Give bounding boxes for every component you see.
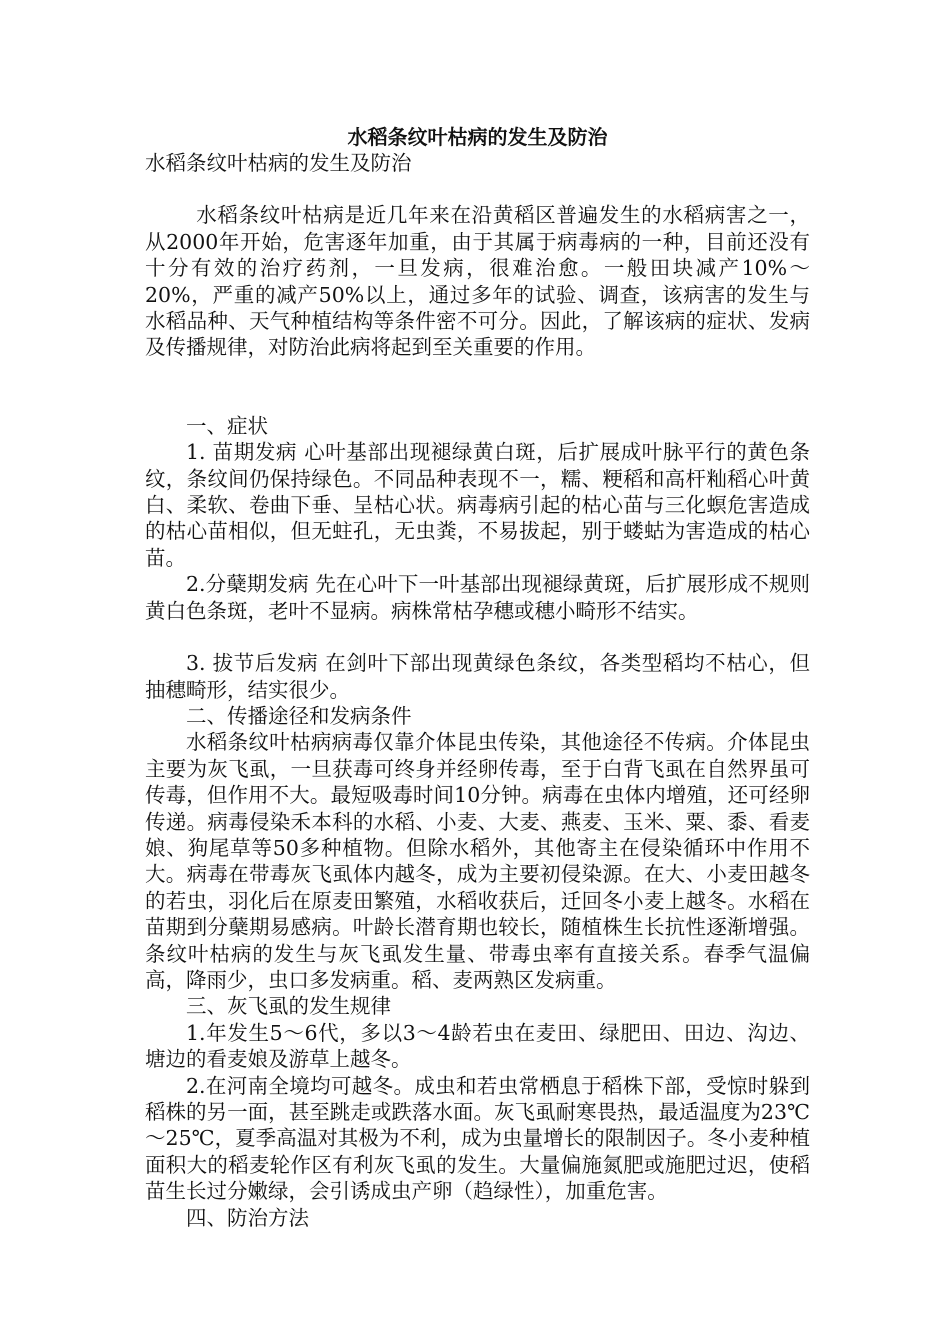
spacer <box>145 361 810 413</box>
transmission-paragraph: 水稻条纹叶枯病病毒仅靠介体昆虫传染，其他途径不传病。介体昆虫主要为灰飞虱，一旦获毒可终身并经卵传毒，至于白背飞虱在自然界虽可传毒，但作用不大。最短吸毒时间10分钟。病毒在虫体内增殖，还可经卵传递。病毒侵染禾本科的水稻、小麦、大麦、燕麦、玉米、粟、黍、看麦娘、狗尾草等50多种植物。但除水稻外，其他寄主在侵染循环中作用不大。病毒在带毒灰飞虱体内越冬，成为主要初侵染源。在大、小麦田越冬的若虫，羽化后在原麦田繁殖，水稻收获后，迁回冬小麦上越冬。水稻在苗期到分蘖期易感病。叶龄长潜育期也较长，随植株生长抗性逐渐增强。条纹叶枯病的发生与灰飞虱发生量、带毒虫率有直接关系。春季气温偏高，降雨少，虫口多发病重。稻、麦两熟区发病重。 <box>145 730 810 992</box>
section-heading-planthopper: 三、灰飞虱的发生规律 <box>186 994 391 1019</box>
section-heading-control: 四、防治方法 <box>186 1205 309 1230</box>
section-heading-transmission: 二、传播途径和发病条件 <box>186 703 412 728</box>
symptoms-tillering-paragraph: 2.分蘖期发病 先在心叶下一叶基部出现褪绿黄斑，后扩展形成不规则黄白色条斑，老叶不显病。病株常枯孕穗或穗小畸形不结实。 <box>145 572 810 623</box>
document-subtitle: 水稻条纹叶枯病的发生及防治 <box>145 151 412 175</box>
planthopper-overwintering-paragraph: 2.在河南全境均可越冬。成虫和若虫常栖息于稻株下部，受惊时躲到稻株的另一面，甚至跳走或跌落水面。灰飞虱耐寒畏热，最适温度为23℃～25℃，夏季高温对其极为不利，成为虫量增长的限制因子。冬小麦种植面积大的稻麦轮作区有利灰飞虱的发生。大量偏施氮肥或施肥过迟，使稻苗生长过分嫩绿，会引诱成虫产卵（趋绿性），加重危害。 <box>145 1073 810 1204</box>
document-title: 水稻条纹叶枯病的发生及防治 <box>347 125 608 149</box>
intro-paragraph: 水稻条纹叶枯病是近几年来在沿黄稻区普遍发生的水稻病害之一，从2000年开始，危害逐年加重，由于其属于病毒病的一种，目前还没有十分有效的治疗药剂，一旦发病，很难治愈。一般田块减产10%～20%，严重的减产50%以上，通过多年的试验、调查，该病害的发生与水稻品种、天气种植结构等条件密不可分。因此，了解该病的症状、发病及传播规律，对防治此病将起到至关重要的作用。 <box>145 203 810 360</box>
symptoms-jointing-paragraph: 3. 拔节后发病 在剑叶下部出现黄绿色条纹，各类型稻均不枯心，但抽穗畸形，结实很少。 <box>145 651 810 702</box>
planthopper-generations-paragraph: 1.年发生5～6代，多以3～4龄若虫在麦田、绿肥田、田边、沟边、塘边的看麦娘及游草上越冬。 <box>145 1020 810 1072</box>
section-heading-symptoms: 一、症状 <box>186 413 268 438</box>
spacer <box>145 176 810 202</box>
symptoms-seedling-paragraph: 1. 苗期发病 心叶基部出现褪绿黄白斑，后扩展成叶脉平行的黄色条纹，条纹间仍保持绿色。不同品种表现不一，糯、粳稻和高杆籼稻心叶黄白、柔软、卷曲下垂、呈枯心状。病毒病引起的枯心苗与三化螟危害造成的枯心苗相似，但无蛀孔，无虫粪，不易拔起，别于蝼蛄为害造成的枯心苗。 <box>145 440 810 570</box>
spacer <box>145 624 810 650</box>
document-page <box>145 124 810 1231</box>
